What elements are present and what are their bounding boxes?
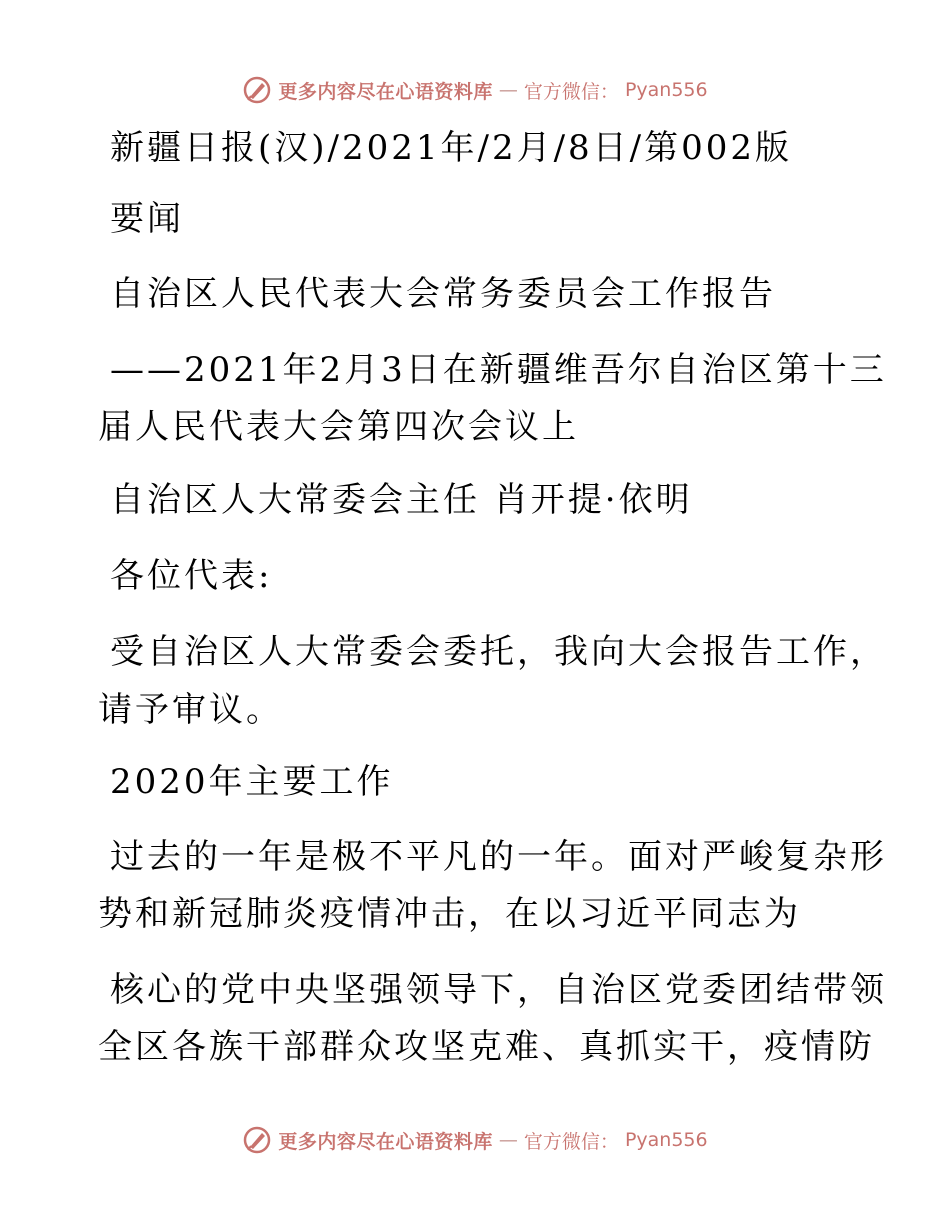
source-line: 新疆日报(汉)/2021年/2月/8日/第002版: [110, 128, 793, 168]
author-line: 自治区人大常委会主任 肖开提·依明: [110, 480, 693, 520]
paragraph-3-line-1: 核心的党中央坚强领导下，自治区党委团结带领: [110, 970, 887, 1010]
watermark-separator: —: [498, 79, 518, 101]
watermark-header: [0, 70, 950, 110]
paragraph-3-line-2: 全区各族干部群众攻坚克难、真抓实干，疫情防: [98, 1027, 875, 1067]
watermark-wechat-label: 官方微信：: [523, 1130, 619, 1153]
subtitle-line-1: ——2021年2月3日在新疆维吾尔自治区第十三: [110, 350, 887, 390]
watermark-wechat-handle: Pyan556: [624, 79, 708, 101]
report-title: 自治区人民代表大会常务委员会工作报告: [110, 274, 776, 314]
paragraph-1-line-2: 请予审议。: [98, 690, 283, 730]
paragraph-1-line-1: 受自治区人大常委会委托，我向大会报告工作，: [110, 632, 887, 672]
quill-pen-icon: [242, 75, 272, 105]
watermark-wechat-label: 官方微信：: [523, 80, 619, 103]
watermark-footer: [0, 1120, 950, 1160]
watermark-separator: —: [498, 1129, 518, 1151]
paragraph-2-line-1: 过去的一年是极不平凡的一年。面对严峻复杂形: [110, 837, 887, 877]
subtitle-line-2: 届人民代表大会第四次会议上: [98, 407, 579, 447]
quill-pen-icon: [242, 1125, 272, 1155]
section-heading-2020: 2020年主要工作: [110, 762, 394, 802]
watermark-text: 更多内容尽在心语资料库: [278, 1130, 493, 1153]
paragraph-2-line-2: 势和新冠肺炎疫情冲击，在以习近平同志为: [98, 894, 801, 934]
watermark-text: 更多内容尽在心语资料库: [278, 80, 493, 103]
section-label: 要闻: [110, 199, 184, 239]
watermark-wechat-handle: Pyan556: [624, 1129, 708, 1151]
salutation: 各位代表:: [110, 556, 273, 596]
